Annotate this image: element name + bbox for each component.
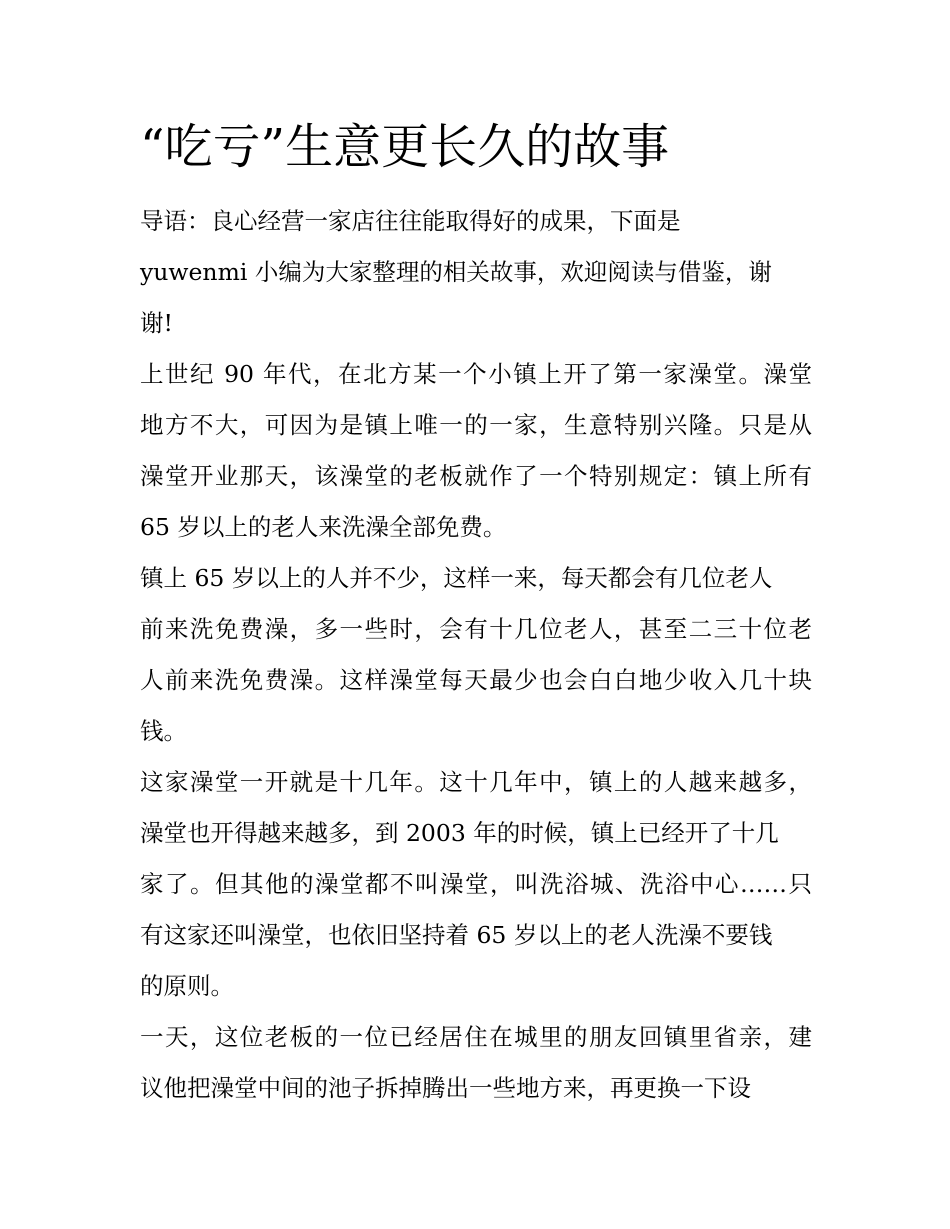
paragraph-line: 家了。但其他的澡堂都不叫澡堂，叫洗浴城、洗浴中心……只 — [140, 870, 812, 898]
paragraph-line: 议他把澡堂中间的池子拆掉腾出一些地方来，再更换一下设 — [140, 1074, 751, 1102]
paragraph-line: 镇上 65 岁以上的人并不少，这样一来，每天都会有几位老人 — [140, 564, 773, 592]
paragraph-line: 地方不大，可因为是镇上唯一的一家，生意特别兴隆。只是从 — [140, 411, 812, 439]
paragraph-line: 导语：良心经营一家店往往能取得好的成果，下面是 — [140, 207, 681, 235]
paragraph-line: 有这家还叫澡堂，也依旧坚持着 65 岁以上的老人洗澡不要钱 — [140, 921, 773, 949]
paragraph-line: 谢! — [140, 309, 173, 337]
paragraph-line: 的原则。 — [140, 972, 234, 1000]
paragraph-line: 钱。 — [140, 717, 187, 745]
paragraph-line: 65 岁以上的老人来洗澡全部免费。 — [140, 513, 507, 541]
paragraph-line: 这家澡堂一开就是十几年。这十几年中，镇上的人越来越多， — [140, 768, 812, 796]
paragraph-line: yuwenmi 小编为大家整理的相关故事，欢迎阅读与借鉴，谢 — [140, 258, 772, 286]
document-title: “吃亏”生意更长久的故事 — [140, 119, 670, 175]
paragraph-line: 上世纪 90 年代，在北方某一个小镇上开了第一家澡堂。澡堂 — [140, 360, 812, 388]
paragraph-line: 前来洗免费澡，多一些时，会有十几位老人，甚至二三十位老 — [140, 615, 812, 643]
paragraph-line: 澡堂开业那天，该澡堂的老板就作了一个特别规定：镇上所有 — [140, 462, 812, 490]
paragraph-line: 一天，这位老板的一位已经居住在城里的朋友回镇里省亲，建 — [140, 1023, 812, 1051]
paragraph-line: 人前来洗免费澡。这样澡堂每天最少也会白白地少收入几十块 — [140, 666, 812, 694]
paragraph-line: 澡堂也开得越来越多，到 2003 年的时候，镇上已经开了十几 — [140, 819, 779, 847]
